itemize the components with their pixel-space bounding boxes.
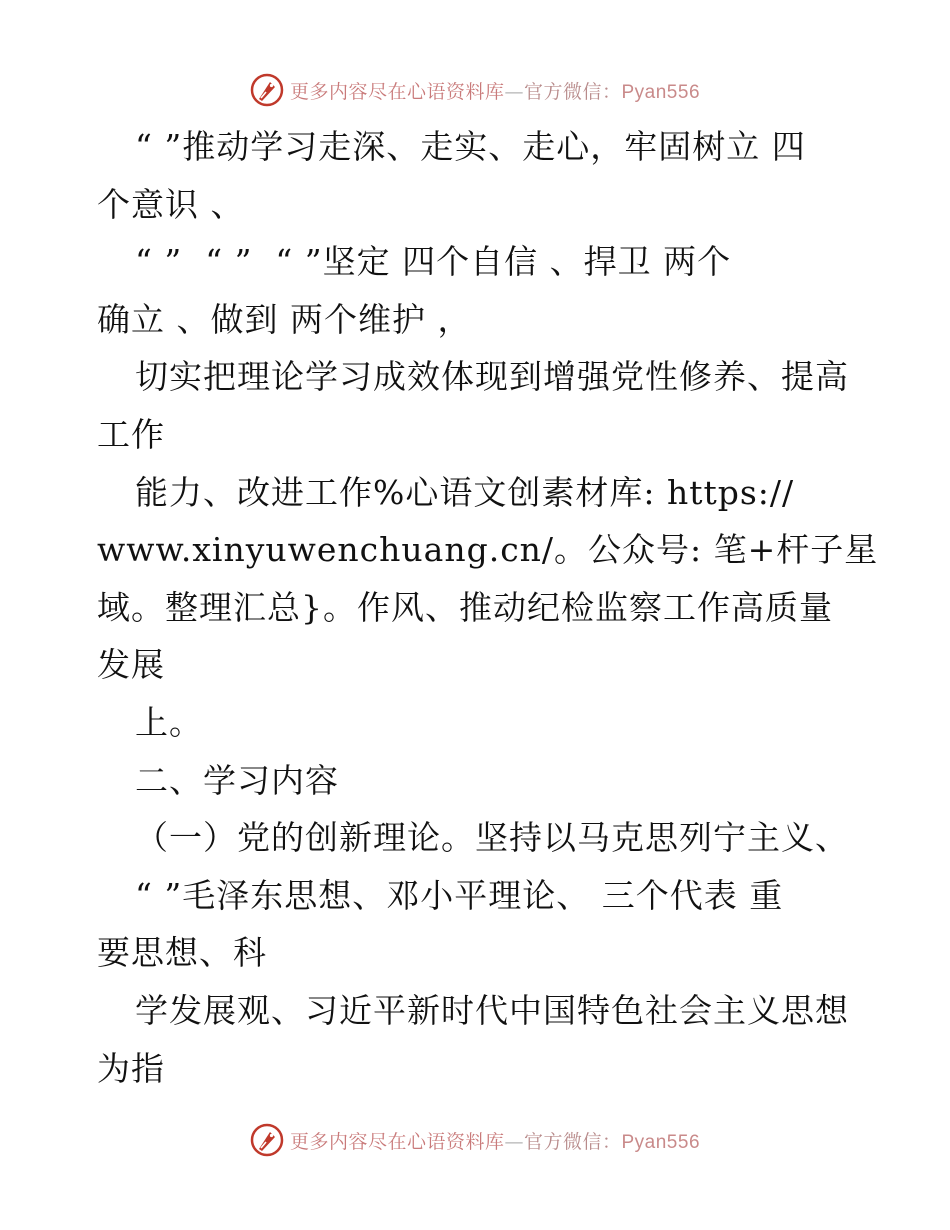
body-line: 能力、改进工作%心语文创素材库: https:// [135, 472, 795, 512]
watermark-wechat-label: 官方微信： [523, 80, 622, 103]
watermark-separator: — [504, 1130, 524, 1153]
document-body [97, 118, 879, 1097]
body-line: 个意识 、 [97, 184, 245, 224]
watermark-group [250, 1123, 700, 1157]
body-line: www.xinyuwenchuang.cn/。公众号: 笔+杆子星 [97, 530, 879, 570]
pen-nib-logo-icon [250, 73, 284, 107]
watermark-text [290, 77, 700, 104]
section-heading: 二、学习内容 [135, 760, 339, 800]
body-line: 域。整理汇总}。作风、推动纪检监察工作高质量 [97, 587, 833, 627]
watermark-wechat-id: Pyan556 [621, 1131, 701, 1153]
body-line: 要思想、科 [97, 933, 267, 973]
subsection-heading: （一）党的创新理论。坚持以马克思列宁主义、 [135, 818, 849, 858]
watermark-group [250, 73, 700, 107]
watermark-wechat-label: 官方微信： [523, 1130, 622, 1153]
body-line: 发展 [97, 645, 165, 685]
watermark-main-text: 更多内容尽在心语资料库 [289, 1130, 505, 1153]
watermark-main-text: 更多内容尽在心语资料库 [289, 80, 505, 103]
body-line: 学发展观、习近平新时代中国特色社会主义思想 [135, 990, 849, 1030]
body-line: “ ”毛泽东思想、邓小平理论、 三个代表 重 [135, 875, 784, 915]
body-line: 工作 [97, 414, 165, 454]
body-line: “ ” “ ” “ ”坚定 四个自信 、捍卫 两个 [135, 242, 732, 282]
body-line: 切实把理论学习成效体现到增强党性修养、提高 [135, 357, 849, 397]
pen-nib-logo-icon [250, 1123, 284, 1157]
body-line: 确立 、做到 两个维护 ， [97, 299, 472, 339]
watermark-banner-top [0, 70, 950, 110]
watermark-separator: — [504, 80, 524, 103]
body-line: “ ”推动学习走深、走实、走心，牢固树立 四 [135, 127, 806, 166]
watermark-text [290, 1127, 700, 1154]
watermark-banner-bottom [0, 1120, 950, 1160]
body-line: 上。 [135, 702, 203, 742]
watermark-wechat-id: Pyan556 [621, 81, 701, 103]
body-line: 为指 [97, 1048, 165, 1088]
